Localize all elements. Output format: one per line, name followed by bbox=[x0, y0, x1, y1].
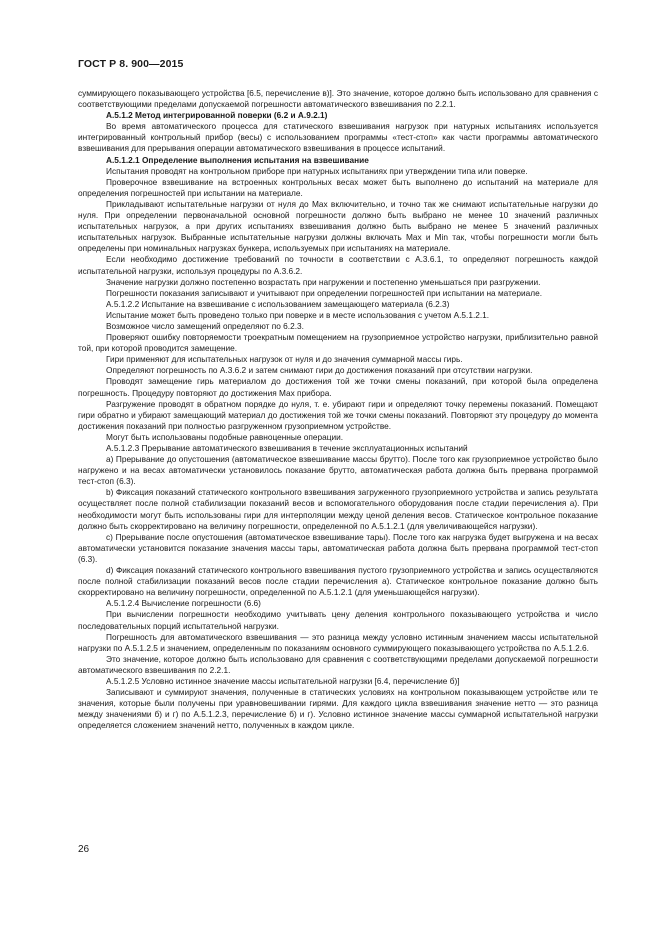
paragraph: суммирующего показывающего устройства [6.5, перечисление в)]. Это значение, которое должно быть использовано для сравнения с соответствующими пределами допускаемой погрешности автоматического взвешивания по 2.2.1. bbox=[78, 88, 598, 110]
paragraph: а) Прерывание до опустошения (автоматическое взвешивание массы брутто). После того как грузоприемное устройство было нагружено и на весах автоматически установилось показание брутто, автоматическая работа должна быть прервана программой тест-стоп (6.3). bbox=[78, 454, 598, 487]
paragraph: А.5.1.2.4 Вычисление погрешности (6.6) bbox=[106, 598, 261, 609]
section-heading: А.5.1.2 Метод интегрированной поверки (6.2 и А.9.2.1) bbox=[106, 110, 328, 121]
paragraph: А.5.1.2.3 Прерывание автоматического взвешивания в течение эксплуатационных испытаний bbox=[106, 443, 468, 453]
paragraph: Возможное число замещений определяют по 6.2.3. bbox=[106, 320, 304, 331]
paragraph: А.5.1.2.5 Условно истинное значение массы испытательной нагрузки [6.4, перечисление б)] bbox=[106, 675, 460, 686]
paragraph: Прикладывают испытательные нагрузки от нуля до Max включительно, и точно так же снимают испытательные нагрузки до нуля. При определении первоначальной основной погрешности должно быть выбрано не менее 10 значений различных испытательных нагрузок, а при других испытаниях взвешивания должно быть выбрано не менее 5 значений различных испытательных нагрузок. Выбранные испытательные нагрузки должны включать Max и Min так, чтобы погрешности могли быть определены при номинальных нагрузках бункера, используемых при испытаниях на материале. bbox=[78, 198, 598, 254]
document-body bbox=[78, 88, 598, 731]
paragraph: Могут быть использованы подобные равноценные операции. bbox=[106, 431, 344, 442]
page-number: 26 bbox=[78, 844, 90, 855]
paragraph: b) Фиксация показаний статического контрольного взвешивания загруженного грузоприемного устройства и запись результата осуществляет после полной стабилизации показаний весов и вспомогательного оборудования после стадии перечисления а). При необходимости могут быть использованы гири для интерполяции между ценой деления весов. Статическое контрольное показание должно быть скорректировано на величину погрешности, определенной по А.5.1.2.1 (для увеличивающейся нагрузки). bbox=[78, 487, 598, 531]
paragraph: Записывают и суммируют значения, полученные в статических условиях на контрольном показывающем устройстве или те значения, которые были получены при уравновешивании гирями. Для каждого цикла взвешивания значение нетто — это разница между значениями б) и г) по А.5.1.2.3, перечисление б) и г). Условно истинное значение массы суммарной испытательной нагрузки определяется сложением значений нетто, полученных в каждом цикле. bbox=[78, 687, 598, 731]
paragraph: Испытание может быть проведено только при поверке и в месте использования с учетом А.5.1.2.1. bbox=[106, 309, 490, 320]
paragraph: Проверяют ошибку повторяемости троекратным помещением на грузоприемное устройство нагрузки, приблизительно равной той, при которой проводится замещение. bbox=[78, 332, 598, 354]
paragraph: Значение нагрузки должно постепенно возрастать при нагружении и постепенно уменьшаться при разгружении. bbox=[106, 276, 541, 287]
paragraph: Это значение, которое должно быть использовано для сравнения с соответствующими пределами допускаемой погрешности автоматического взвешивания по 2.2.1. bbox=[78, 653, 598, 675]
paragraph: Гири применяют для испытательных нагрузок от нуля и до значения суммарной массы гирь. bbox=[106, 354, 463, 365]
paragraph: Испытания проводят на контрольном приборе при натурных испытаниях при утверждении типа или поверке. bbox=[106, 165, 528, 176]
paragraph: Погрешность для автоматического взвешивания — это разница между условно истинным значением массы испытательной нагрузки по А.5.1.2.5 и значением, определенным по показаниям основного суммирующего показывающего устройства по А.5.1.2.6. bbox=[78, 631, 598, 653]
paragraph: Проверочное взвешивание на встроенных контрольных весах может быть выполнено до испытаний на материале для определения погрешностей при испытании на материале. bbox=[78, 176, 598, 198]
paragraph: с) Прерывание после опустошения (автоматическое взвешивание тары). После того как нагрузка будет выгружена и на весах автоматически установится показание значения массы тары, автоматическая работа должна быть прервана программой тест-стоп (6.3). bbox=[78, 531, 598, 564]
paragraph: Проводят замещение гирь материалом до достижения той же точки смены показаний, при которой была определена погрешность. Процедуру повторяют до достижения Max прибора. bbox=[78, 376, 598, 398]
section-heading: А.5.1.2.1 Определение выполнения испытания на взвешивание bbox=[106, 154, 369, 165]
paragraph: Разгружение проводят в обратном порядке до нуля, т. е. убирают гири и определяют точку перемены показаний. Помещают гири обратно и убирают замещающий материал до достижения той же точки смены показаний. Повторяют эту процедуру до момента достижения показаний при полностью разгруженном грузоприемном устройстве. bbox=[78, 398, 598, 431]
paragraph: Во время автоматического процесса для статического взвешивания нагрузок при натурных испытаниях используется интегрированный контрольный прибор (весы) с использованием программы «тест-стоп» как части программы автоматического взвешивания для прерывания операции автоматического взвешивания в процессе испытаний. bbox=[78, 121, 598, 154]
paragraph: Если необходимо достижение требований по точности в соответствии с А.3.6.1, то определяют погрешность каждой испытательной нагрузки, используя процедуры по А.3.6.2. bbox=[78, 254, 598, 276]
document-header: ГОСТ Р 8. 900—2015 bbox=[78, 58, 184, 70]
paragraph: Погрешности показания записывают и учитывают при определении погрешностей при испытании на материале. bbox=[106, 287, 543, 298]
paragraph: d) Фиксация показаний статического контрольного взвешивания пустого грузоприемного устройства и запись осуществляются после полной стабилизации показаний весов после стадии перечисления а). Статическое контрольное показание должно быть скорректировано на величину погрешности, определенной по А.5.1.2.1 (для уменьшающейся нагрузки). bbox=[78, 565, 598, 598]
paragraph: А.5.1.2.2 Испытание на взвешивание с использованием замещающего материала (6.2.3) bbox=[106, 298, 450, 309]
paragraph: Определяют погрешность по А.3.6.2 и затем снимают гири до достижения показаний при отсутствии нагрузки. bbox=[106, 365, 533, 376]
paragraph: При вычислении погрешности необходимо учитывать цену деления контрольного показывающего устройства и число последовательных порций испытательной нагрузки. bbox=[78, 609, 598, 631]
